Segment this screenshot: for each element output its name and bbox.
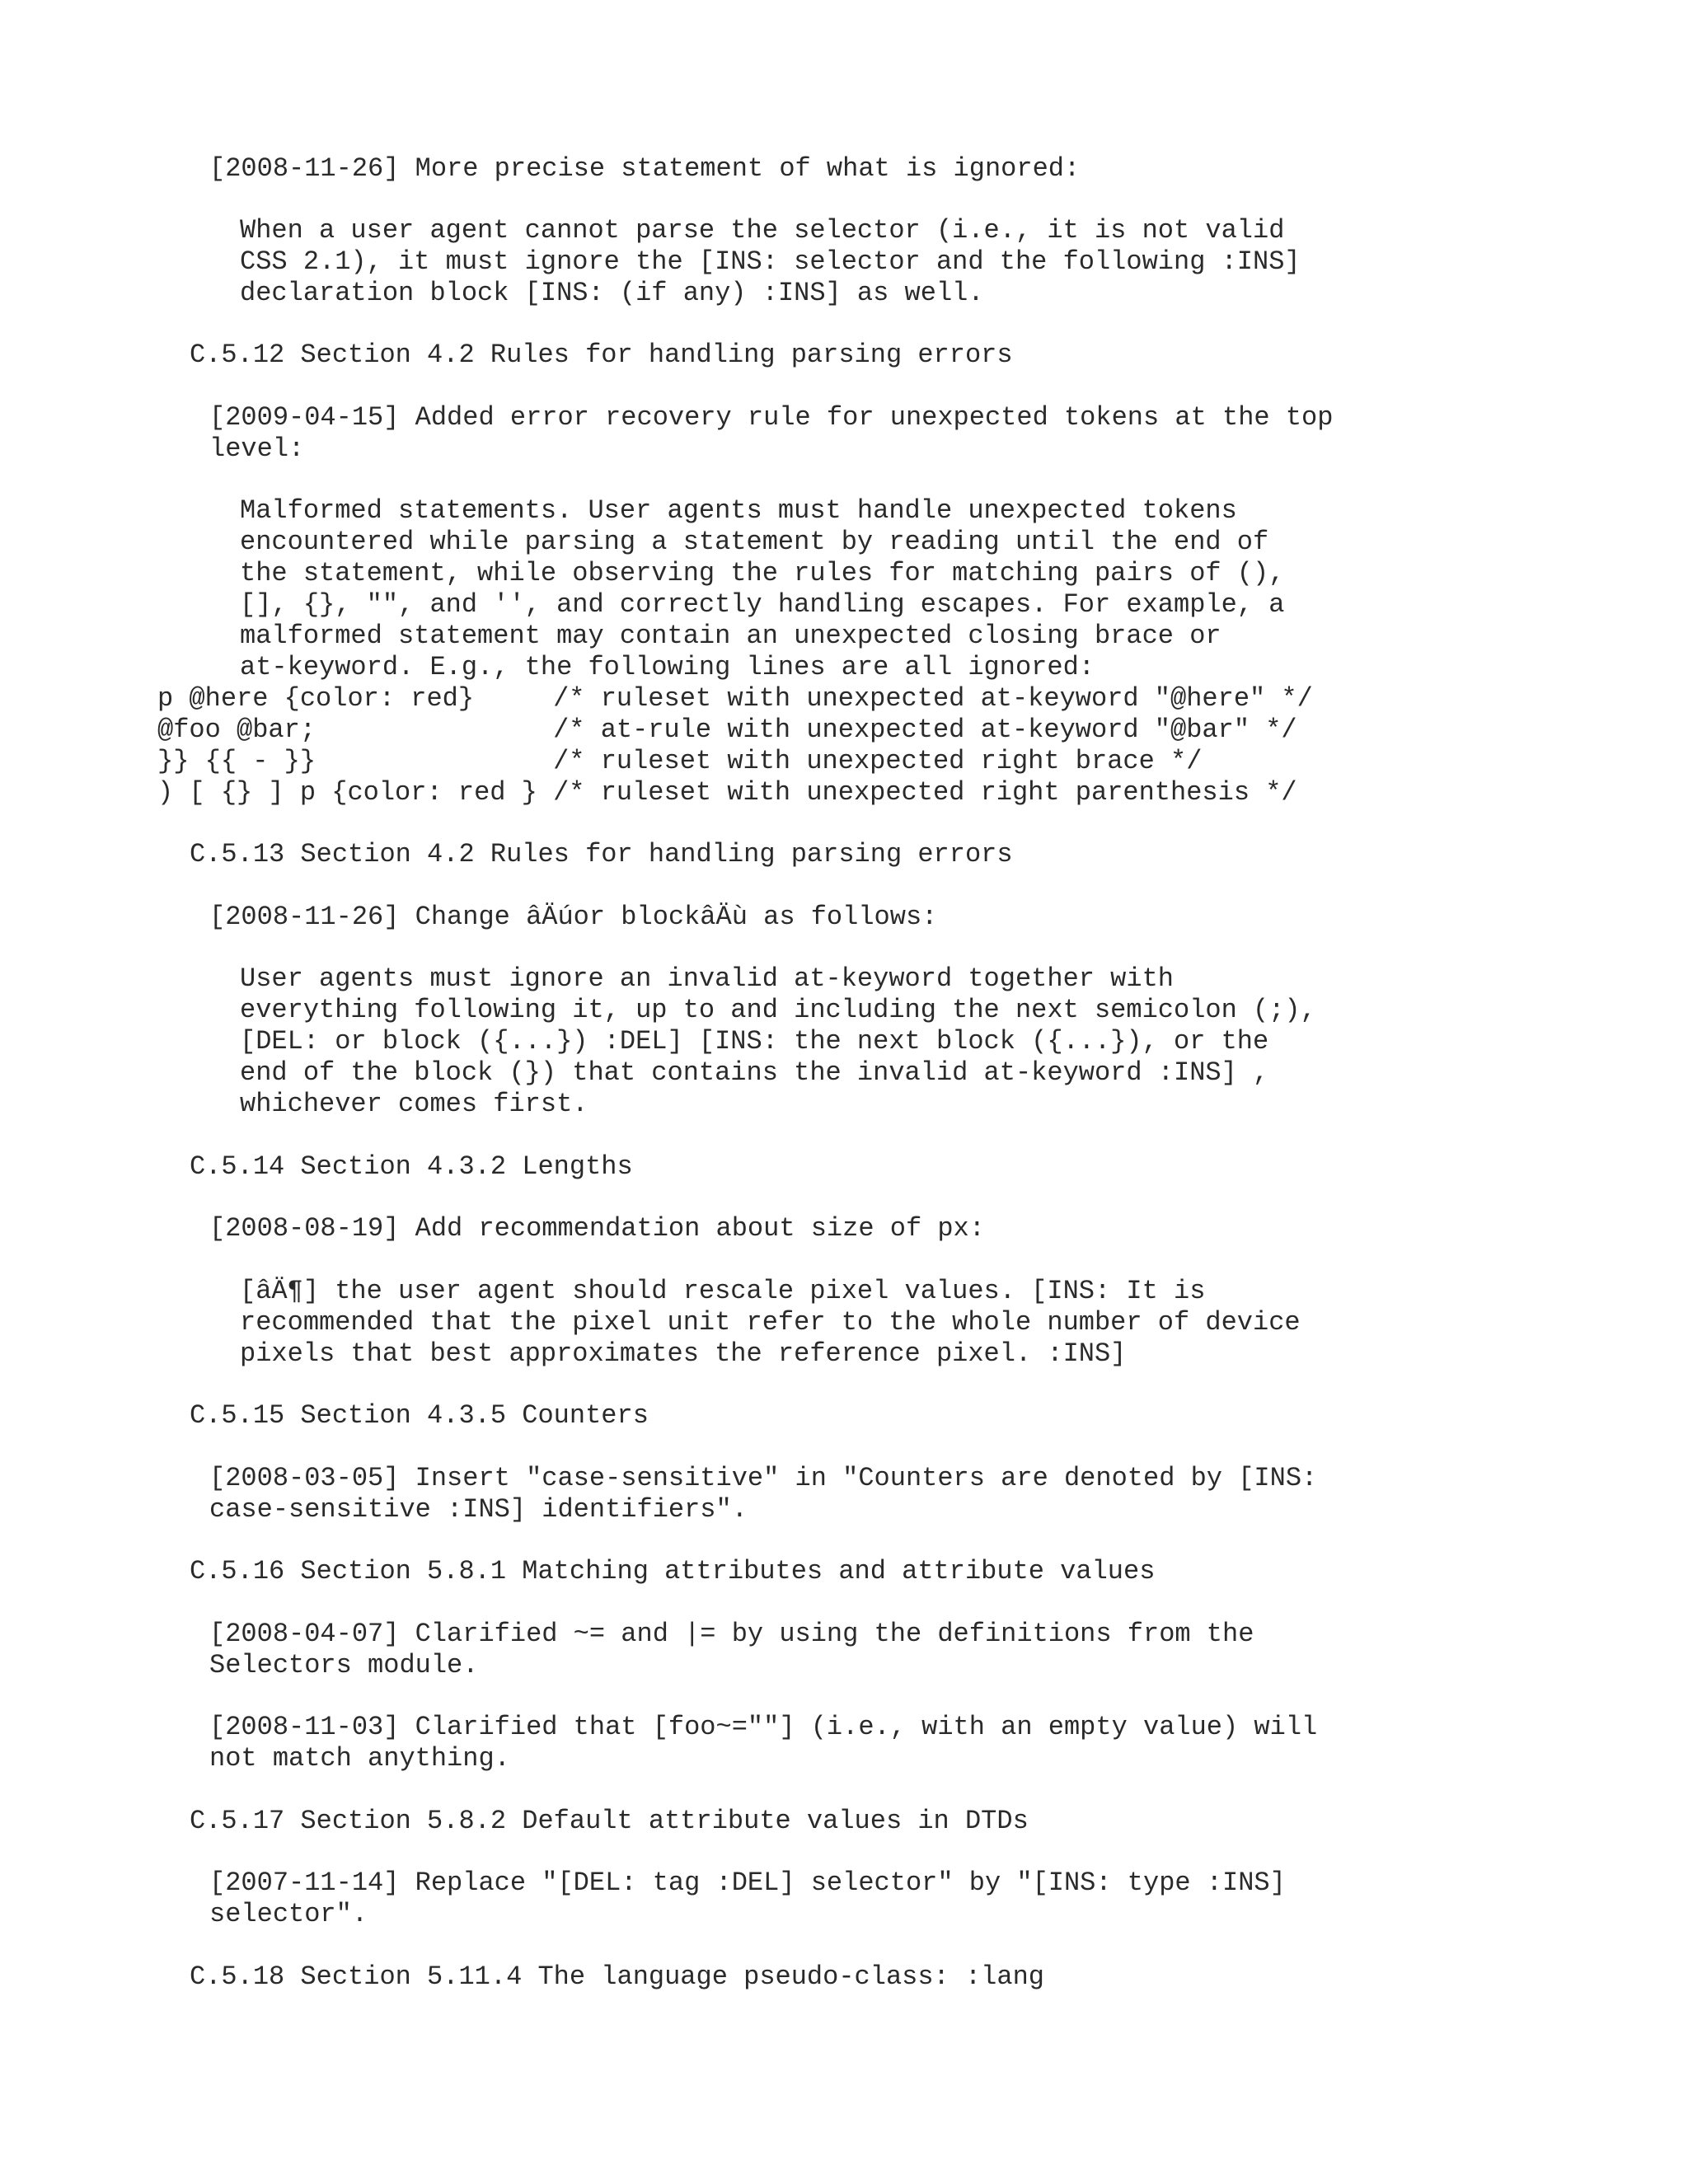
quote-line: pixels that best approximates the reference pixel. :INS]: [240, 1338, 1127, 1369]
changelog-entry: Selectors module.: [209, 1650, 479, 1680]
section-heading: C.5.12 Section 4.2 Rules for handling parsing errors: [190, 340, 1013, 370]
changelog-entry: [2008-11-03] Clarified that [foo~=""] (i.e., with an empty value) will: [209, 1712, 1318, 1742]
quote-line: Malformed statements. User agents must handle unexpected tokens: [240, 495, 1237, 526]
section-heading: C.5.18 Section 5.11.4 The language pseudo-class: :lang: [190, 1961, 1044, 1992]
section-heading: C.5.14 Section 4.3.2 Lengths: [190, 1151, 633, 1182]
changelog-entry: [2008-04-07] Clarified ~= and |= by using the definitions from the: [209, 1619, 1254, 1649]
code-line: }} {{ - }} /* ruleset with unexpected right brace */: [157, 746, 1203, 776]
code-line: ) [ {} ] p {color: red } /* ruleset with unexpected right parenthesis */: [157, 777, 1297, 808]
code-line: @foo @bar; /* at-rule with unexpected at-keyword "@bar" */: [157, 715, 1297, 745]
quote-line: When a user agent cannot parse the selector (i.e., it is not valid: [240, 215, 1285, 246]
changelog-entry: not match anything.: [209, 1743, 510, 1774]
changelog-entry: [2008-11-26] Change âÄúor blockâÄù as follows:: [209, 902, 938, 932]
quote-line: the statement, while observing the rules for matching pairs of (),: [240, 558, 1285, 588]
changelog-entry: [2007-11-14] Replace "[DEL: tag :DEL] selector" by "[INS: type :INS]: [209, 1868, 1286, 1898]
quote-line: [DEL: or block ({...}) :DEL] [INS: the next block ({...}), or the: [240, 1026, 1269, 1057]
changelog-entry: [2008-11-26] More precise statement of what is ignored:: [209, 153, 1081, 184]
quote-line: [âÄ¶] the user agent should rescale pixel values. [INS: It is: [240, 1276, 1206, 1306]
quote-line: malformed statement may contain an unexpected closing brace or: [240, 621, 1221, 651]
changelog-entry: [2008-03-05] Insert "case-sensitive" in "Counters are denoted by [INS:: [209, 1463, 1318, 1493]
code-line: p @here {color: red} /* ruleset with unexpected at-keyword "@here" */: [157, 683, 1313, 714]
changelog-entry: case-sensitive :INS] identifiers".: [209, 1494, 748, 1525]
section-heading: C.5.17 Section 5.8.2 Default attribute values in DTDs: [190, 1806, 1029, 1836]
quote-line: CSS 2.1), it must ignore the [INS: selector and the following :INS]: [240, 246, 1301, 277]
quote-line: encountered while parsing a statement by reading until the end of: [240, 527, 1269, 557]
section-heading: C.5.15 Section 4.3.5 Counters: [190, 1400, 649, 1431]
quote-line: declaration block [INS: (if any) :INS] as well.: [240, 278, 984, 308]
section-heading: C.5.13 Section 4.2 Rules for handling parsing errors: [190, 839, 1013, 869]
section-heading: C.5.16 Section 5.8.1 Matching attributes and attribute values: [190, 1556, 1156, 1586]
quote-line: whichever comes first.: [240, 1089, 588, 1119]
changelog-entry: [2008-08-19] Add recommendation about size of px:: [209, 1213, 985, 1244]
quote-line: at-keyword. E.g., the following lines are all ignored:: [240, 652, 1095, 682]
quote-line: User agents must ignore an invalid at-keyword together with: [240, 963, 1174, 994]
quote-line: recommended that the pixel unit refer to the whole number of device: [240, 1307, 1301, 1338]
changelog-entry: level:: [209, 434, 305, 464]
changelog-entry: selector".: [209, 1899, 368, 1929]
quote-line: end of the block (}) that contains the invalid at-keyword :INS] ,: [240, 1057, 1269, 1088]
quote-line: everything following it, up to and including the next semicolon (;),: [240, 995, 1316, 1025]
changelog-entry: [2009-04-15] Added error recovery rule for unexpected tokens at the top: [209, 402, 1334, 433]
quote-line: [], {}, "", and '', and correctly handling escapes. For example, a: [240, 589, 1285, 620]
